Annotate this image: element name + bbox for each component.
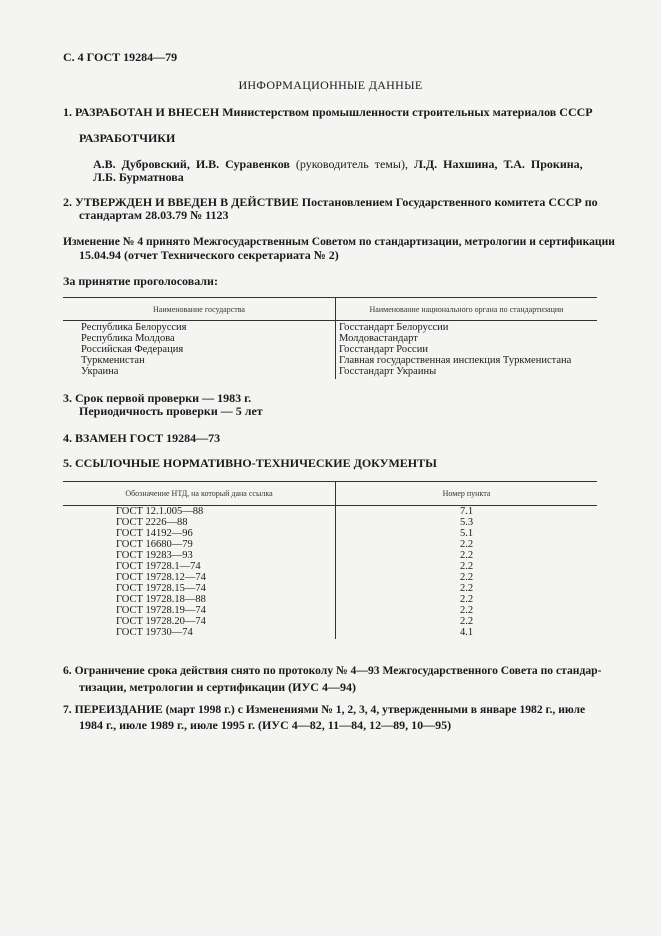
vote-table-row-body: Госстандарт России [339, 344, 428, 355]
change-note-line-2: 15.04.94 (отчет Технического секретариата № 2) [79, 248, 339, 262]
section-6-line-2: тизации, метрологии и сертификации (ИУС 4—94) [79, 680, 356, 694]
section-5-text: ССЫЛОЧНЫЕ НОРМАТИВНО-ТЕХНИЧЕСКИЕ ДОКУМЕНТЫ [75, 456, 437, 470]
vote-table-row-state: Российская Федерация [81, 344, 184, 355]
section-3-periodicity: Периодичность проверки — 5 лет [79, 404, 263, 418]
ref-table-doc: ГОСТ 19728.1—74 [116, 561, 201, 572]
page-title: ИНФОРМАЦИОННЫЕ ДАННЫЕ [238, 78, 423, 92]
developers-names-a: А.В. Дубровский, И.В. Суравенков [93, 157, 290, 171]
section-6-line-1 [63, 664, 601, 677]
ref-table-doc: ГОСТ 19728.18—88 [116, 594, 206, 605]
section-1-lead: РАЗРАБОТАН И ВНЕСЕН [75, 105, 220, 119]
ref-table-clause: 2.2 [459, 550, 474, 561]
section-6-text: Ограничение срока действия снято по протоколу № 4—93 Межгосударственного Совета по стандар- [74, 664, 602, 677]
ref-table-clause: 5.3 [459, 517, 474, 528]
developers-names-b: Л.Д. Нахшина, Т.А. Прокина, [413, 157, 583, 171]
developers-line-2: Л.Б. Бурматнова [93, 170, 184, 184]
vote-table-row-state: Республика Молдова [81, 333, 175, 344]
ref-table-doc: ГОСТ 19728.20—74 [116, 616, 206, 627]
ref-table-doc: ГОСТ 12.1.005—88 [116, 506, 204, 517]
ref-table-doc: ГОСТ 19283—93 [116, 550, 193, 561]
ref-table-clause: 2.2 [459, 572, 474, 583]
section-7-line-2: 1984 г., июле 1989 г., июле 1995 г. (ИУС 4—82, 11—84, 12—89, 10—95) [79, 718, 452, 732]
vote-table-row-body: Госстандарт Украины [339, 366, 437, 377]
ref-table-clause: 2.2 [459, 539, 474, 550]
ref-table-doc: ГОСТ 19728.12—74 [116, 572, 206, 583]
section-2-text: Постановлением Государственного комитета СССР по [298, 195, 598, 209]
section-7-number: 7. [63, 703, 72, 716]
section-2-lead: УТВЕРЖДЕН И ВВЕДЕН В ДЕЙСТВИЕ [75, 195, 299, 209]
section-1 [63, 105, 593, 120]
vote-table-row-body: Главная государственная инспекция Туркменистана [339, 355, 572, 366]
vote-table-row-body: Госстандарт Белоруссии [339, 322, 449, 333]
ref-table-header-doc: Обозначение НТД, на который дана ссылка [125, 489, 273, 498]
section-7-text: (март 1998 г.) с Изменениями № 1, 2, 3, 4, утвержденными в январе 1982 г., июле [162, 703, 586, 716]
ref-table-header-clause: Номер пункта [442, 489, 491, 498]
ref-table-clause: 5.1 [459, 528, 474, 539]
section-4-text: ВЗАМЕН ГОСТ 19284—73 [75, 431, 221, 445]
vote-table-row-state: Республика Белоруссия [81, 322, 187, 333]
ref-table-clause: 4.1 [459, 627, 474, 638]
section-6-number: 6. [63, 664, 72, 677]
section-3-first-check: Срок первой проверки — 1983 г. [75, 391, 252, 405]
ref-table-clause: 2.2 [459, 605, 474, 616]
ref-table-doc: ГОСТ 14192—96 [116, 528, 193, 539]
ref-table-doc: ГОСТ 19728.15—74 [116, 583, 206, 594]
ref-table-clause: 2.2 [459, 583, 474, 594]
change-note-line-1: Изменение № 4 принято Межгосударственным Советом по стандартизации, метрологии и сертификации [63, 235, 615, 248]
vote-table-row-body: Молдовастандарт [339, 333, 418, 344]
section-1-number: 1. [63, 105, 72, 119]
ref-table-doc: ГОСТ 19730—74 [116, 627, 193, 638]
vote-table-header-body: Наименование национального органа по стандартизации [369, 305, 564, 314]
ref-table-clause: 7.1 [459, 506, 474, 517]
section-5-number: 5. [63, 456, 72, 470]
ref-table-top-rule [63, 481, 597, 482]
section-1-text: Министерством промышленности строительных материалов СССР [219, 105, 593, 119]
ref-table-doc: ГОСТ 2226—88 [116, 517, 188, 528]
vote-table-header-state: Наименование государства [153, 305, 245, 314]
vote-table-header-rule [63, 320, 597, 321]
section-5 [63, 456, 437, 471]
developers-heading: РАЗРАБОТЧИКИ [79, 131, 176, 145]
section-7-line-1 [63, 703, 585, 716]
section-7-lead: ПЕРЕИЗДАНИЕ [74, 703, 163, 716]
section-4-number: 4. [63, 431, 72, 445]
section-2-number: 2. [63, 195, 72, 209]
vote-table-row-state: Украина [81, 366, 119, 377]
ref-table-clause: 2.2 [459, 594, 474, 605]
section-2-line-2: стандартам 28.03.79 № 1123 [79, 208, 229, 222]
ref-table-doc: ГОСТ 19728.19—74 [116, 605, 206, 616]
section-3-number: 3. [63, 391, 72, 405]
ref-table-clause: 2.2 [459, 561, 474, 572]
voted-heading: За принятие проголосовали: [63, 274, 218, 288]
section-4 [63, 431, 220, 446]
vote-table-row-state: Туркменистан [81, 355, 145, 366]
developers-role: (руководитель темы), [289, 157, 414, 171]
ref-table-doc: ГОСТ 16680—79 [116, 539, 193, 550]
vote-table-top-rule [63, 297, 597, 298]
page-header: С. 4 ГОСТ 19284—79 [63, 50, 178, 64]
ref-table-clause: 2.2 [459, 616, 474, 627]
